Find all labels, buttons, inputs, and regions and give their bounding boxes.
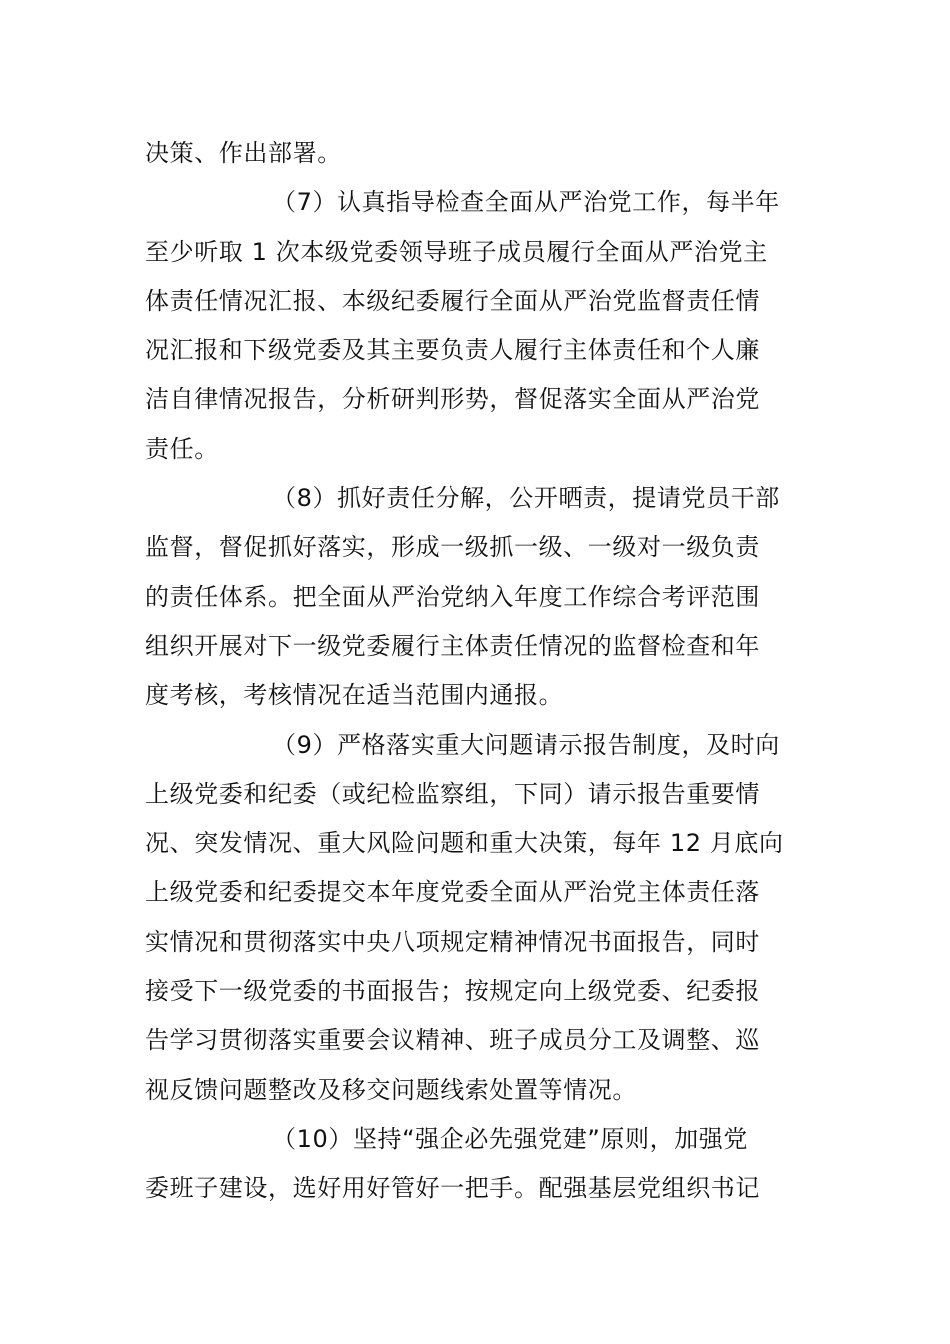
paragraph-10-start: （10）坚持“强企必先强党建”原则，加强党	[272, 1124, 749, 1153]
paragraph-9-start: （9）严格落实重大问题请示报告制度，及时向	[272, 730, 780, 759]
text-line: 至少听取 1 次本级党委领导班子成员履行全面从严治党主	[145, 237, 768, 266]
text-line: 告学习贯彻落实重要会议精神、班子成员分工及调整、巡	[145, 1026, 760, 1055]
text-line: 体责任情况汇报、本级纪委履行全面从严治党监督责任情	[145, 286, 760, 315]
document-page	[145, 131, 809, 1216]
text-line: 组织开展对下一级党委履行主体责任情况的监督检查和年	[145, 631, 760, 660]
text-line: 决策、作出部署。	[145, 139, 342, 167]
paragraph-8-start: （8）抓好责任分解，公开晒责，提请党员干部	[272, 484, 780, 513]
text-line: 视反馈问题整改及移交问题线索处置等情况。	[145, 1075, 637, 1104]
text-line: 况汇报和下级党委及其主要负责人履行主体责任和个人廉	[145, 336, 760, 365]
text-line: 的责任体系。把全面从严治党纳入年度工作综合考评范围	[145, 582, 760, 611]
text-line: 洁自律情况报告，分析研判形势，督促落实全面从严治党	[145, 385, 760, 414]
text-line: 况、突发情况、重大风险问题和重大决策，每年 12 月底向	[145, 829, 784, 858]
text-line: 上级党委和纪委提交本年度党委全面从严治党主体责任落	[145, 878, 760, 907]
text-line: 责任。	[145, 434, 219, 463]
text-line: 接受下一级党委的书面报告；按规定向上级党委、纪委报	[145, 977, 760, 1006]
text-line: 监督，督促抓好落实，形成一级抓一级、一级对一级负责	[145, 533, 760, 562]
text-line: 实情况和贯彻落实中央八项规定精神情况书面报告，同时	[145, 927, 760, 956]
text-line: 上级党委和纪委（或纪检监察组，下同）请示报告重要情	[145, 779, 760, 808]
text-line: 度考核，考核情况在适当范围内通报。	[145, 681, 564, 710]
paragraph-7-start: （7）认真指导检查全面从严治党工作，每半年	[272, 188, 780, 217]
text-line: 委班子建设，选好用好管好一把手。配强基层党组织书记	[145, 1174, 760, 1203]
